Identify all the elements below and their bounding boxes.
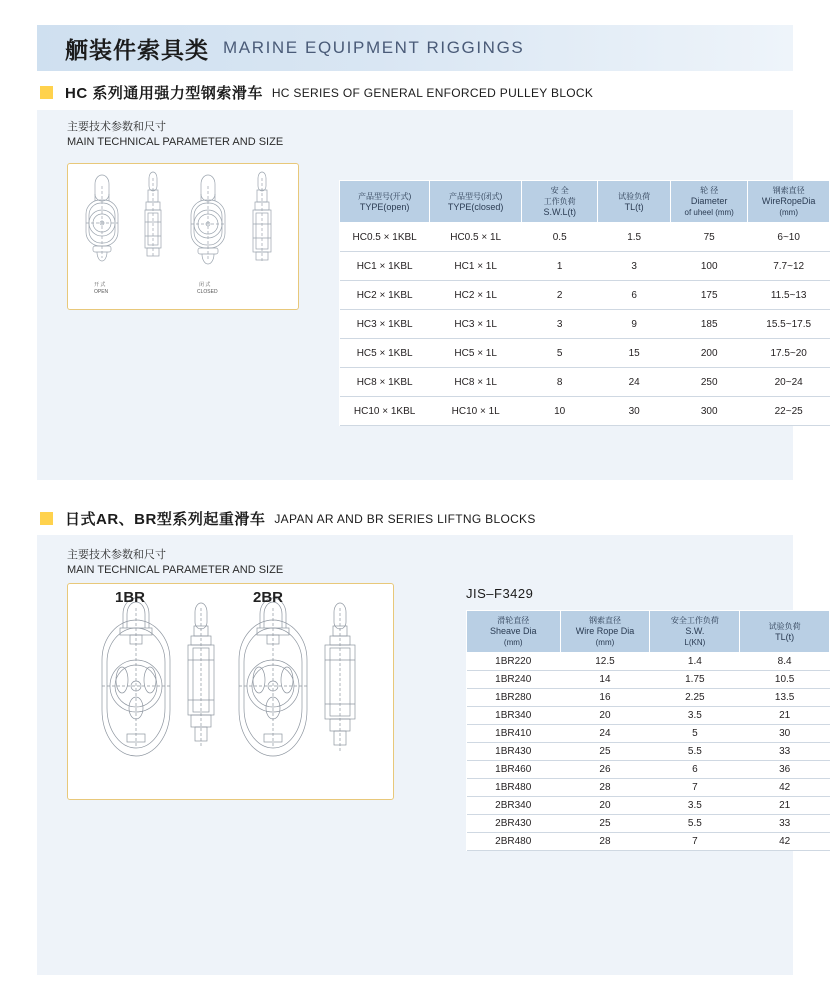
section-1-subcaption <box>67 120 283 150</box>
table-cell: HC10 × 1L <box>430 397 522 426</box>
table-header-cell <box>671 181 748 223</box>
table-cell: 300 <box>671 397 748 426</box>
table-cell: HC0.5 × 1L <box>430 223 522 252</box>
table-cell: 33 <box>740 743 830 761</box>
section-2-illustration <box>67 583 394 800</box>
table-cell: 8.4 <box>740 653 830 671</box>
section-2-subcaption <box>67 548 283 578</box>
table-cell: 42 <box>740 779 830 797</box>
header-line-2: S.W. <box>685 626 705 636</box>
header-line-2: Wire Rope Dia <box>575 626 635 636</box>
table-cell: 22~25 <box>748 397 830 426</box>
table-row <box>467 671 830 689</box>
table-cell: 10 <box>522 397 598 426</box>
table-cell: HC3 × 1KBL <box>340 310 430 339</box>
table-cell: 42 <box>740 833 830 851</box>
br-series-spec-table <box>466 610 830 851</box>
header-line-1: 试验负荷 <box>618 191 651 201</box>
table-cell: 20 <box>560 707 650 725</box>
section-2-bullet-icon <box>40 512 53 525</box>
table-cell: 15.5~17.5 <box>748 310 830 339</box>
table-cell: 15 <box>598 339 671 368</box>
table-cell: 185 <box>671 310 748 339</box>
table-row <box>467 833 830 851</box>
table-header-cell <box>467 611 561 653</box>
table-cell: 26 <box>560 761 650 779</box>
drawing-label-open-en: OPEN <box>94 289 109 295</box>
header-line-2: Diameter <box>690 196 728 206</box>
table-cell: 6~10 <box>748 223 830 252</box>
table-row <box>340 368 830 397</box>
table-cell: 13.5 <box>740 689 830 707</box>
table-row <box>467 653 830 671</box>
table-cell: 16 <box>560 689 650 707</box>
header-line-2: TYPE(open) <box>359 201 410 212</box>
hc-series-spec-table <box>339 180 830 426</box>
header-line-1: 安全工作负荷 <box>670 616 719 625</box>
page-header <box>37 25 793 71</box>
table-cell: 30 <box>598 397 671 426</box>
table-header-cell <box>740 611 830 653</box>
table-cell: 1BR410 <box>467 725 561 743</box>
table-cell: 1BR340 <box>467 707 561 725</box>
table-row <box>340 252 830 281</box>
table-row <box>340 223 830 252</box>
header-line-3: L(KN) <box>684 638 706 647</box>
table-cell: 1BR280 <box>467 689 561 707</box>
table-cell: 2.25 <box>650 689 740 707</box>
drawing-label-closed-cn: 闭 式 <box>199 282 211 288</box>
table-cell: HC5 × 1L <box>430 339 522 368</box>
header-line-1: 钢索直径 <box>588 616 621 625</box>
table-cell: 20~24 <box>748 368 830 397</box>
header-line-1: 轮 径 <box>700 186 719 195</box>
table-cell: 3.5 <box>650 797 740 815</box>
table-row <box>467 725 830 743</box>
section-2-subcaption-cn: 主要技术参数和尺寸 <box>67 549 166 561</box>
table-cell: 1.5 <box>598 223 671 252</box>
table-cell: 5.5 <box>650 743 740 761</box>
table-cell: HC2 × 1KBL <box>340 281 430 310</box>
table-cell: 5.5 <box>650 815 740 833</box>
table-cell: 100 <box>671 252 748 281</box>
table-cell: 1 <box>522 252 598 281</box>
table-header-row <box>340 181 830 223</box>
drawing-label-1br: 1BR <box>115 589 146 606</box>
header-line-1: 安 全 <box>550 186 569 195</box>
section-1-title-en: HC SERIES OF GENERAL ENFORCED PULLEY BLOCK <box>271 85 594 100</box>
header-line-1: 钢索直径 <box>772 186 805 195</box>
table-cell: 7 <box>650 833 740 851</box>
drawing-label-closed-en: CLOSED <box>197 289 218 295</box>
table-row <box>340 310 830 339</box>
table-cell: 1.75 <box>650 671 740 689</box>
table-header-cell <box>598 181 671 223</box>
section-2-title-cn: 日式AR、BR型系列起重滑车 <box>65 511 266 528</box>
header-line-3: of uheel (mm) <box>684 208 734 217</box>
table-cell: HC1 × 1L <box>430 252 522 281</box>
table-cell: 1BR240 <box>467 671 561 689</box>
table-row <box>467 779 830 797</box>
table-cell: HC3 × 1L <box>430 310 522 339</box>
table-cell: 7 <box>650 779 740 797</box>
table-cell: 25 <box>560 743 650 761</box>
header-line-3: (mm) <box>779 208 798 217</box>
table-header-row <box>467 611 830 653</box>
header-line-1: 滑轮直径 <box>497 616 530 625</box>
table-cell: 1BR220 <box>467 653 561 671</box>
table-cell: 6 <box>650 761 740 779</box>
table-cell: 28 <box>560 833 650 851</box>
table-cell: 2BR340 <box>467 797 561 815</box>
table-cell: 1.4 <box>650 653 740 671</box>
table-cell: 1BR430 <box>467 743 561 761</box>
table-cell: 7.7~12 <box>748 252 830 281</box>
table-cell: 21 <box>740 707 830 725</box>
table-row <box>467 815 830 833</box>
drawing-label-2br: 2BR <box>253 589 284 606</box>
table-row <box>467 689 830 707</box>
table-row <box>340 339 830 368</box>
header-title-cn: 舾装件索具类 <box>65 36 209 63</box>
table-cell: HC5 × 1KBL <box>340 339 430 368</box>
table-header-cell <box>522 181 598 223</box>
table-cell: 1BR460 <box>467 761 561 779</box>
header-line-2: TYPE(closed) <box>447 201 504 212</box>
table-cell: 24 <box>560 725 650 743</box>
table-cell: 2BR480 <box>467 833 561 851</box>
table-cell: HC8 × 1L <box>430 368 522 397</box>
table-header-cell <box>560 611 650 653</box>
section-2-table-wrapper <box>466 610 830 851</box>
pulley-block-open-closed-drawing <box>68 164 296 307</box>
table-cell: 10.5 <box>740 671 830 689</box>
table-row <box>467 797 830 815</box>
table-cell: 9 <box>598 310 671 339</box>
table-cell: 200 <box>671 339 748 368</box>
section-1-title <box>40 82 593 103</box>
table-cell: 24 <box>598 368 671 397</box>
table-header-cell <box>430 181 522 223</box>
table-cell: 1BR480 <box>467 779 561 797</box>
table-cell: HC8 × 1KBL <box>340 368 430 397</box>
table-cell: 0.5 <box>522 223 598 252</box>
table-cell: 5 <box>650 725 740 743</box>
header-line-3: S.W.L(t) <box>543 207 576 217</box>
table-cell: 75 <box>671 223 748 252</box>
table-cell: 11.5~13 <box>748 281 830 310</box>
table-cell: 12.5 <box>560 653 650 671</box>
header-line-1: 产品型号(闭式) <box>449 191 503 201</box>
table-cell: 6 <box>598 281 671 310</box>
table-cell: 2 <box>522 281 598 310</box>
section-2-title <box>40 508 536 529</box>
table-cell: HC0.5 × 1KBL <box>340 223 430 252</box>
standard-label: JIS–F3429 <box>466 586 534 601</box>
drawing-label-open-cn: 开 式 <box>94 282 106 288</box>
table-header-cell <box>650 611 740 653</box>
table-row <box>467 707 830 725</box>
table-cell: 2BR430 <box>467 815 561 833</box>
table-cell: 175 <box>671 281 748 310</box>
section-1-table-wrapper <box>339 180 830 426</box>
table-cell: 20 <box>560 797 650 815</box>
br-series-lifting-block-drawing <box>68 584 391 797</box>
section-1-title-cn: HC 系列通用强力型钢索滑车 <box>65 85 263 102</box>
header-line-2: 工作负荷 <box>543 197 576 206</box>
header-line-2: WireRopeDia <box>761 196 816 206</box>
table-row <box>467 743 830 761</box>
table-cell: 14 <box>560 671 650 689</box>
table-cell: 36 <box>740 761 830 779</box>
header-line-2: Sheave Dia <box>489 626 537 636</box>
table-cell: 25 <box>560 815 650 833</box>
table-cell: 5 <box>522 339 598 368</box>
table-cell: HC10 × 1KBL <box>340 397 430 426</box>
section-1-subcaption-cn: 主要技术参数和尺寸 <box>67 121 166 133</box>
table-cell: 250 <box>671 368 748 397</box>
header-line-1: 产品型号(开式) <box>357 191 412 201</box>
table-header-cell <box>340 181 430 223</box>
table-cell: 3.5 <box>650 707 740 725</box>
section-2-title-en: JAPAN AR AND BR SERIES LIFTNG BLOCKS <box>274 511 536 526</box>
table-cell: 8 <box>522 368 598 397</box>
table-cell: 3 <box>522 310 598 339</box>
table-cell: 28 <box>560 779 650 797</box>
section-1-subcaption-en: MAIN TECHNICAL PARAMETER AND SIZE <box>67 136 284 148</box>
table-cell: 33 <box>740 815 830 833</box>
table-cell: 30 <box>740 725 830 743</box>
section-1-bullet-icon <box>40 86 53 99</box>
header-line-3: (mm) <box>595 638 615 647</box>
table-row <box>467 761 830 779</box>
table-cell: HC2 × 1L <box>430 281 522 310</box>
table-row <box>340 397 830 426</box>
header-line-2: TL(t) <box>624 201 644 212</box>
section-2-subcaption-en: MAIN TECHNICAL PARAMETER AND SIZE <box>67 564 284 576</box>
table-cell: 21 <box>740 797 830 815</box>
table-header-cell <box>748 181 830 223</box>
header-line-2: TL(t) <box>775 631 795 642</box>
table-cell: HC1 × 1KBL <box>340 252 430 281</box>
table-cell: 17.5~20 <box>748 339 830 368</box>
header-line-1: 试验负荷 <box>768 621 801 631</box>
table-cell: 3 <box>598 252 671 281</box>
header-line-3: (mm) <box>503 638 523 647</box>
table-row <box>340 281 830 310</box>
header-title-en: MARINE EQUIPMENT RIGGINGS <box>223 38 525 57</box>
section-1-illustration <box>67 163 299 310</box>
